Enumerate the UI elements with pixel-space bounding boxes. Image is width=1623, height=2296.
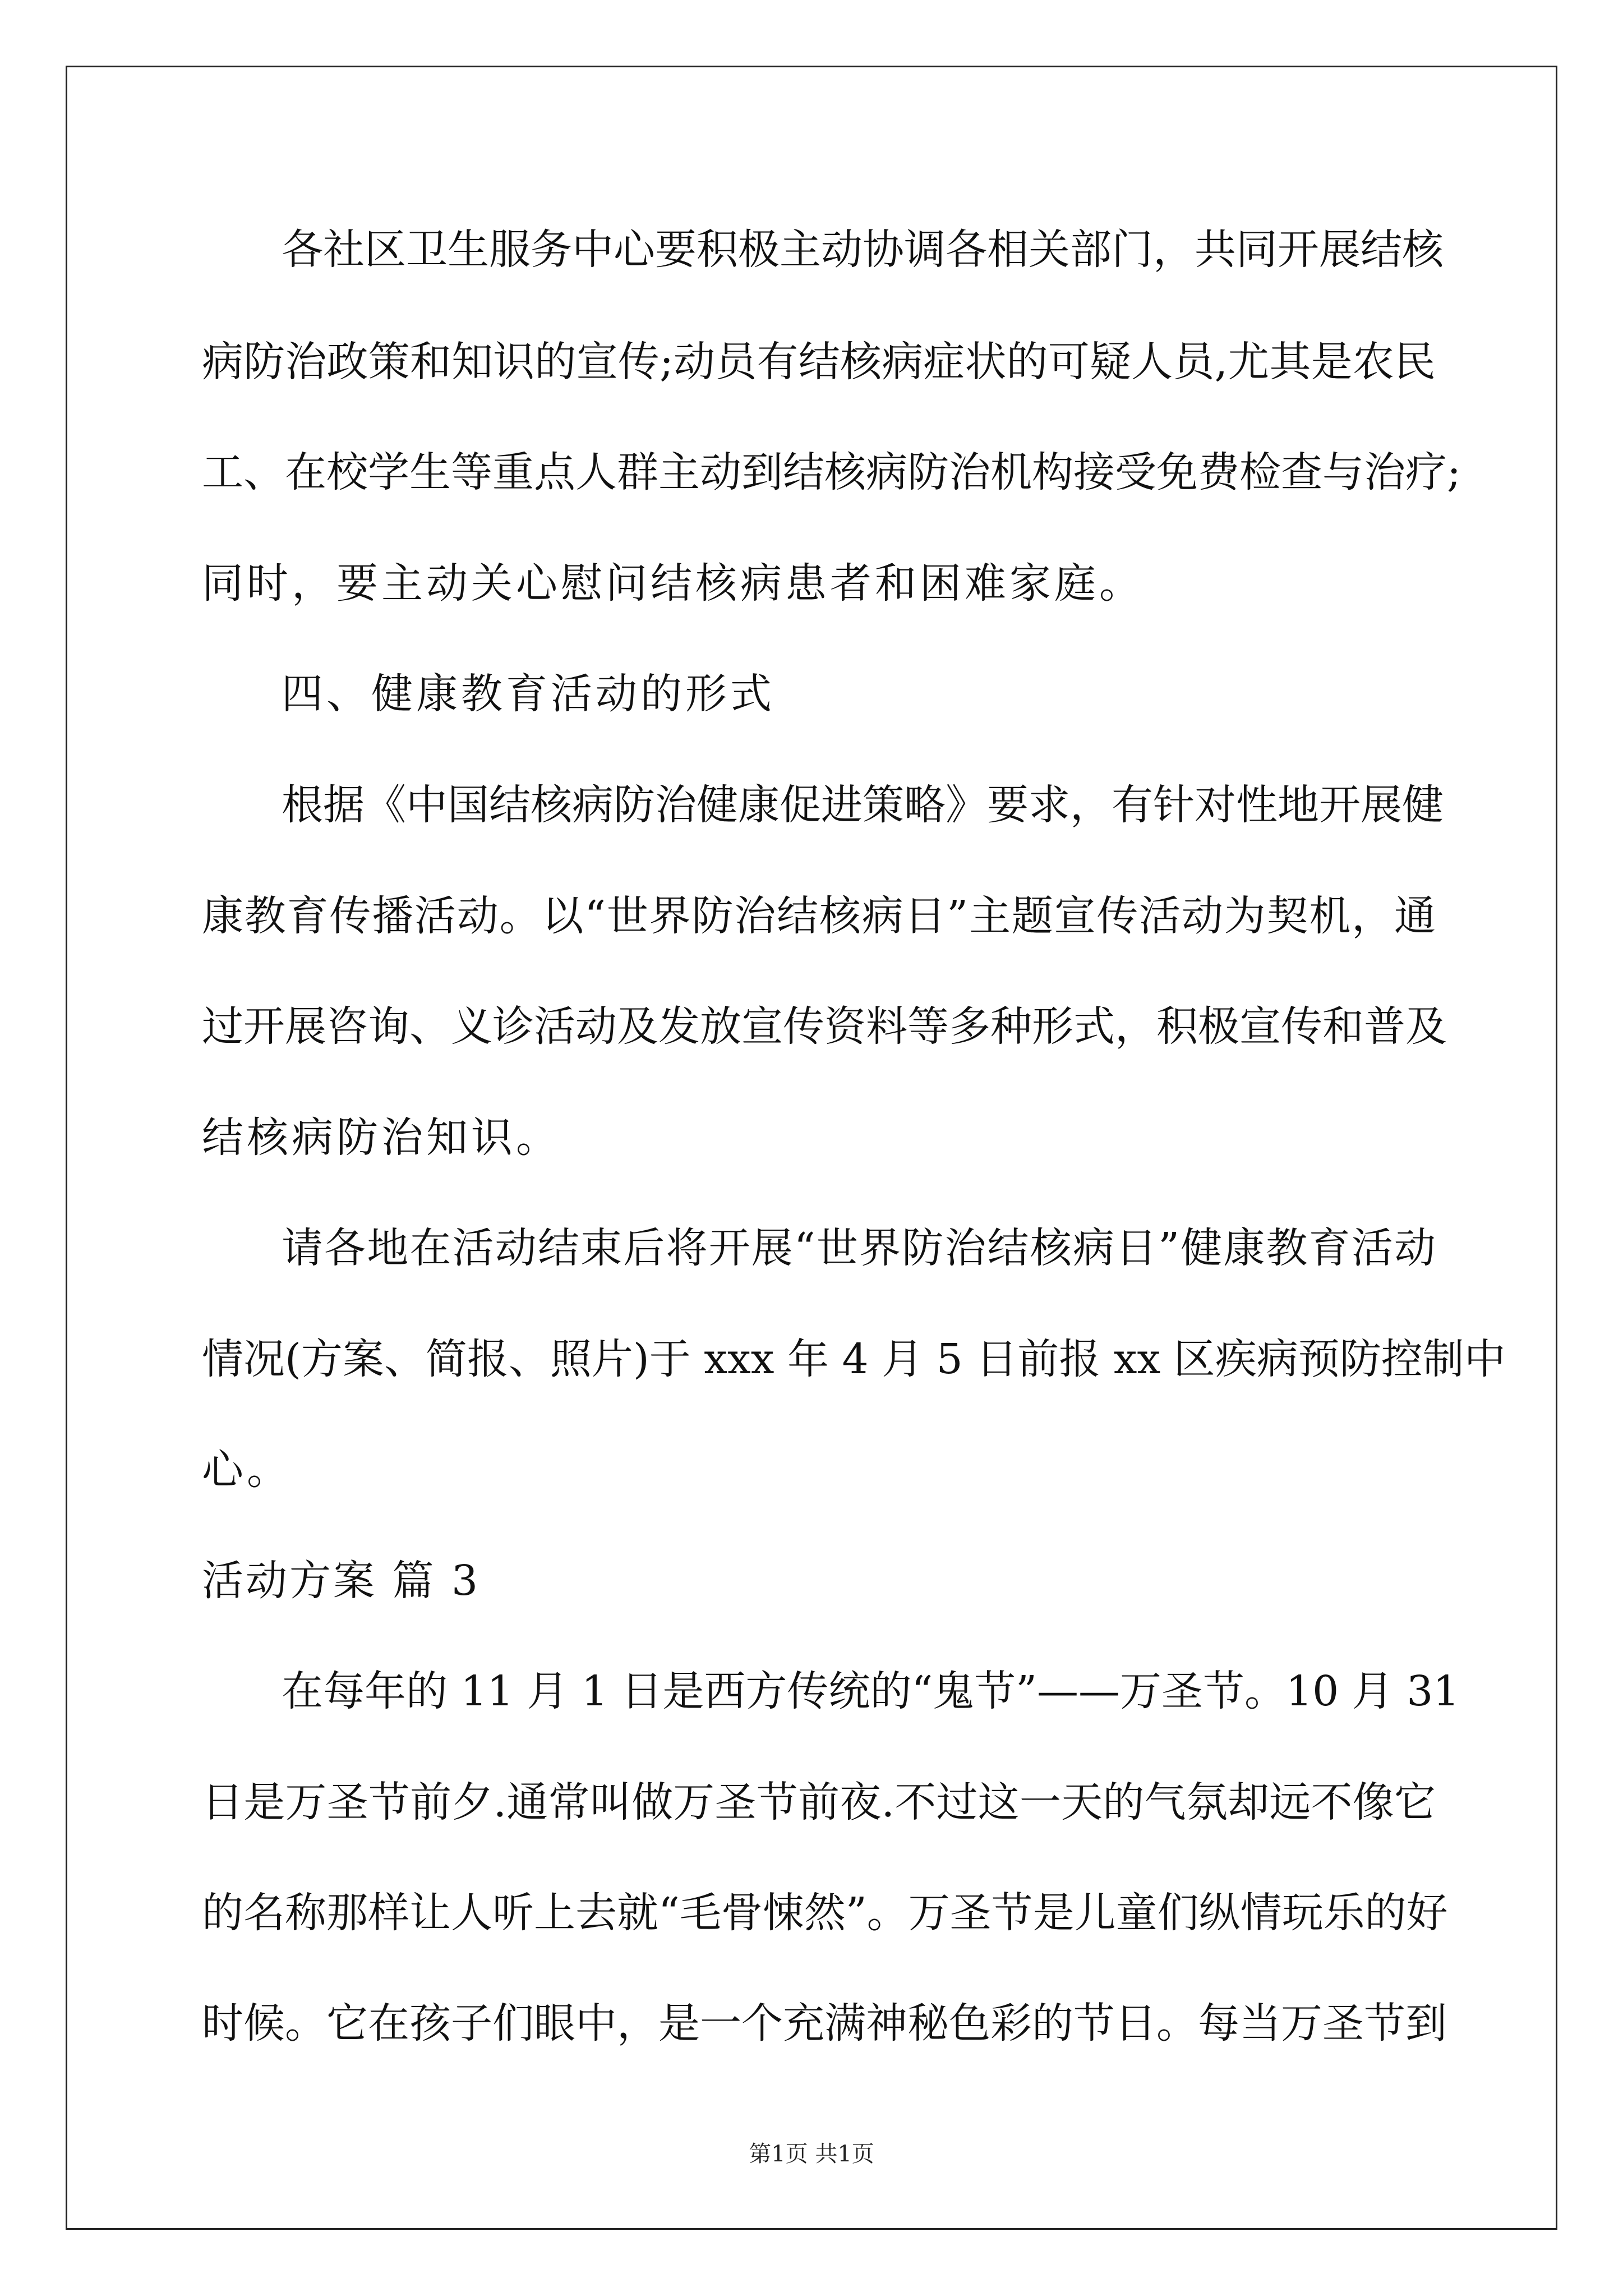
paragraph-3-line-3: 过开展咨询、义诊活动及发放宣传资料等多种形式，积极宣传和普及 <box>202 1002 1447 1051</box>
paragraph-1-line-1: 各社区卫生服务中心要积极主动协调各相关部门，共同开展结核 <box>282 226 1444 274</box>
paragraph-6-line-1: 在每年的 11 月 1 日是西方传统的“鬼节”——万圣节。10 月 31 <box>282 1667 1460 1715</box>
paragraph-3-line-4: 结核病防治知识。 <box>202 1114 561 1162</box>
paragraph-6-line-4: 时候。它在孩子们眼中，是一个充满神秘色彩的节日。每当万圣节到 <box>202 1999 1447 2047</box>
section-title: 活动方案 篇 3 <box>202 1557 481 1605</box>
paragraph-4-line-1: 请各地在活动结束后将开展“世界防治结核病日”健康教育活动 <box>282 1224 1436 1272</box>
paragraph-1-line-2: 病防治政策和知识的宣传;动员有结核病症状的可疑人员,尤其是农民 <box>202 338 1436 386</box>
paragraph-6-line-2: 日是万圣节前夕.通常叫做万圣节前夜.不过这一天的气氛却远不像它 <box>202 1778 1436 1826</box>
paragraph-1-line-3: 工、在校学生等重点人群主动到结核病防治机构接受免费检查与治疗; <box>202 448 1461 496</box>
page-footer: 第1页 共1页 <box>749 2141 874 2167</box>
paragraph-1-line-4: 同时，要主动关心慰问结核病患者和困难家庭。 <box>202 559 1144 608</box>
paragraph-4-line-2: 情况(方案、简报、照片)于 xxx 年 4 月 5 日前报 xx 区疾病预防控制中 <box>202 1335 1506 1383</box>
paragraph-3-line-2: 康教育传播活动。以“世界防治结核病日”主题宣传活动为契机，通 <box>202 892 1436 940</box>
section-heading: 四、健康教育活动的形式 <box>282 670 775 718</box>
paragraph-4-line-3: 心。 <box>202 1446 292 1494</box>
paragraph-3-line-1: 根据《中国结核病防治健康促进策略》要求，有针对性地开展健 <box>282 781 1444 829</box>
paragraph-6-line-3: 的名称那样让人听上去就“毛骨悚然”。万圣节是儿童们纵情玩乐的好 <box>202 1889 1448 1937</box>
